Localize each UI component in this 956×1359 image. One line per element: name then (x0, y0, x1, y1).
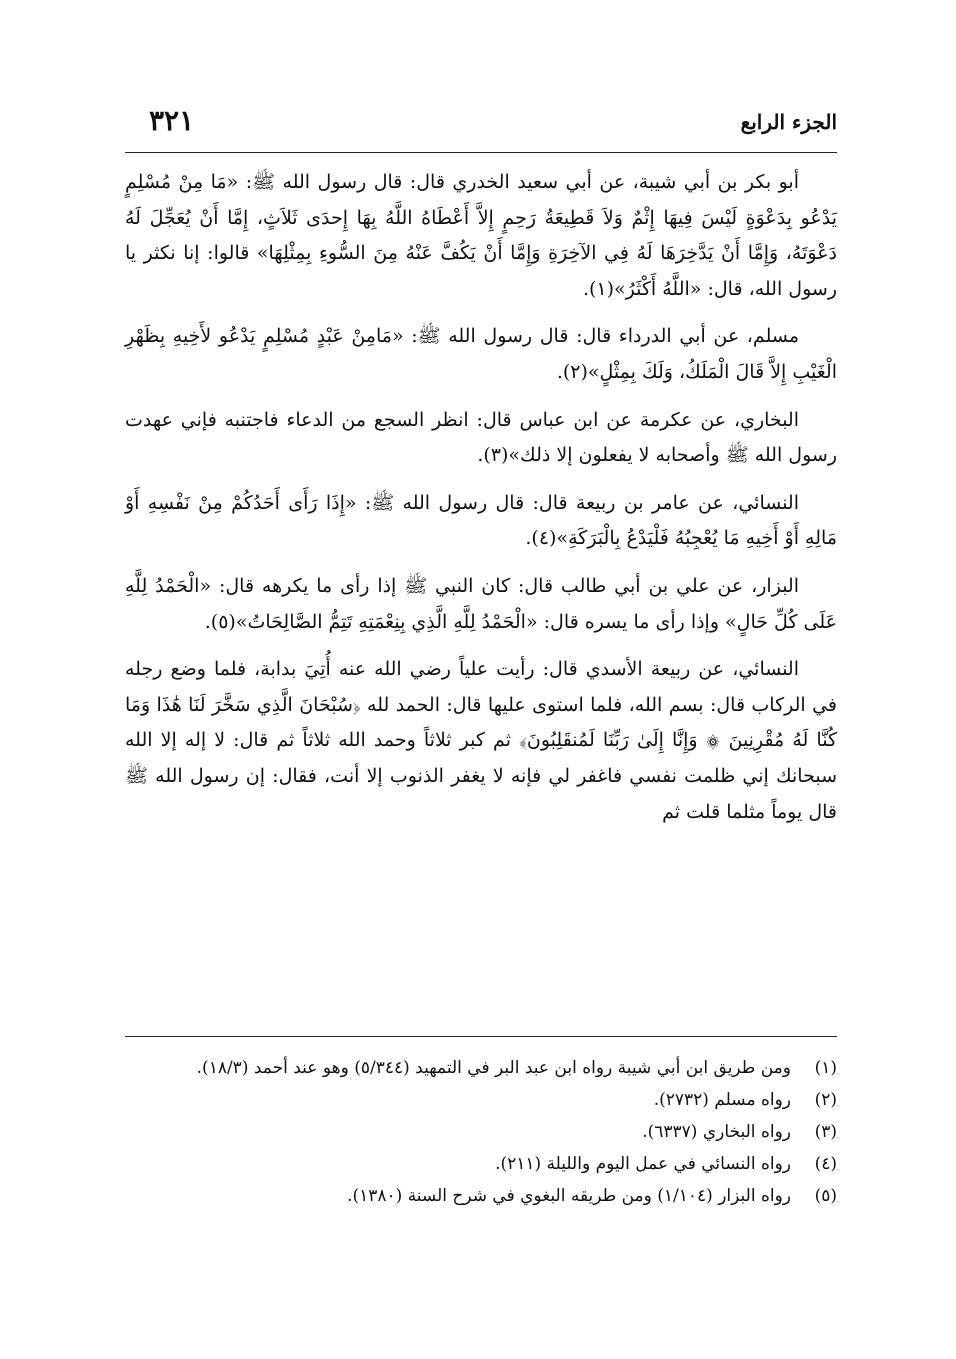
footnote-item (125, 1084, 837, 1116)
footnote-item (125, 1148, 837, 1180)
paragraph: النسائي، عن عامر بن ربيعة قال: قال رسول الله ﷺ: «إِذَا رَأَى أَحَدُكُمْ مِنْ نَفْسِهِ أَوْ مَالِهِ أَوْ أَخِيهِ مَا يُعْجِبُهُ فَلْيَدْعُ بِالْبَرَكَةِ»(٤). (125, 491, 837, 550)
footnote-number: (٢) (814, 1090, 837, 1110)
paragraph: أبو بكر بن أبي شيبة، عن أبي سعيد الخدري قال: قال رسول الله ﷺ: «مَا مِنْ مُسْلِمٍ يَدْعُو بِدَعْوَةٍ لَيْسَ فِيهَا إِثْمٌ وَلاَ قَطِيعَةُ رَحِمٍ إِلاَّ أَعْطَاهُ اللَّهُ بِهَا إِحدَى ثَلاَثٍ، إِمَّا أَنْ يُعَجِّلَ لَهُ دَعْوَتَهُ، وَإِمَّا أَنْ يَدَّخِرَهَا لَهُ فِي الآخِرَةِ وَإِمَّا أَنْ يَكُفَّ عَنْهُ مِنَ السُّوءِ بِمِثْلِهَا» قالوا: إنا نكثر يا رسول الله، قال: «اللَّهُ أَكْثَرُ»(١). (125, 171, 837, 300)
footnote-number: (٤) (814, 1154, 837, 1174)
footnote-text: رواه البخاري (٦٣٣٧). (642, 1122, 791, 1142)
footnote-item (125, 1116, 837, 1148)
footnote-item (125, 1052, 837, 1084)
paragraph: النسائي، عن ربيعة الأسدي قال: رأيت علياً رضي الله عنه أُتِيَ بدابة، فلما وضع رجله في الركاب قال: بسم الله، فلما استوى عليها قال: الحمد لله ﴿سُبْحَانَ الَّذِي سَخَّرَ لَنَا هَٰذَا وَمَا كُنَّا لَهُ مُقْرِنِينَ ۞ وَإِنَّا إِلَىٰ رَبِّنَا لَمُنقَلِبُونَ﴾ ثم كبر ثلاثاً وحمد الله ثلاثاً ثم قال: لا إله إلا الله سبحانك إني ظلمت نفسي فاغفر لي فإنه لا يغفر الذنوب إلا أنت، فقال: إن رسول الله ﷺ قال يوماً مثلما قلت ثم (125, 658, 837, 823)
footnote-text: رواه البزار (١/١٠٤) ومن طريقه البغوي في شرح السنة (١٣٨٠). (347, 1186, 791, 1206)
page-number: ٣٢١ (149, 104, 195, 137)
paragraph: مسلم، عن أبي الدرداء قال: قال رسول الله ﷺ: «مَامِنْ عَبْدٍ مُسْلِمٍ يَدْعُو لأَخِيهِ بِظَهْرِ الْغَيْبِ إِلاَّ قَالَ الْمَلَكُ، وَلَكَ بِمِثْلٍ»(٢). (125, 325, 837, 383)
footnote-number: (٣) (814, 1122, 837, 1142)
footnote-text: ومن طريق ابن أبي شيبة رواه ابن عبد البر في التمهيد (٥/٣٤٤) وهو عند أحمد (١٨/٣). (196, 1058, 791, 1078)
header-divider (125, 152, 837, 153)
paragraph: البزار، عن علي بن أبي طالب قال: كان النبي ﷺ إذا رأى ما يكرهه قال: «الْحَمْدُ لِلَّهِ عَلَى كُلِّ حَالٍ» وإذا رأى ما يسره قال: «الْحَمْدُ لِلَّهِ الَّذِي بِنِعْمَتِهِ تَتِمُّ الصَّالِحَاتُ»(٥). (125, 574, 837, 633)
footnotes (125, 1052, 837, 1212)
running-title: الجزء الرابع (740, 110, 837, 134)
footnote-divider (125, 1036, 837, 1037)
footnote-text: رواه مسلم (٢٧٣٢). (653, 1090, 791, 1110)
paragraph: البخاري، عن عكرمة عن ابن عباس قال: انظر السجع من الدعاء فاجتنبه فإني عهدت رسول الله ﷺ وأصحابه لا يفعلون إلا ذلك»(٣). (125, 408, 837, 467)
footnote-number: (٥) (814, 1186, 837, 1206)
page-header (125, 100, 837, 150)
footnote-number: (١) (814, 1058, 837, 1078)
main-text (125, 165, 837, 842)
footnote-text: رواه النسائي في عمل اليوم والليلة (٢١١). (495, 1154, 791, 1174)
footnote-item (125, 1180, 837, 1212)
